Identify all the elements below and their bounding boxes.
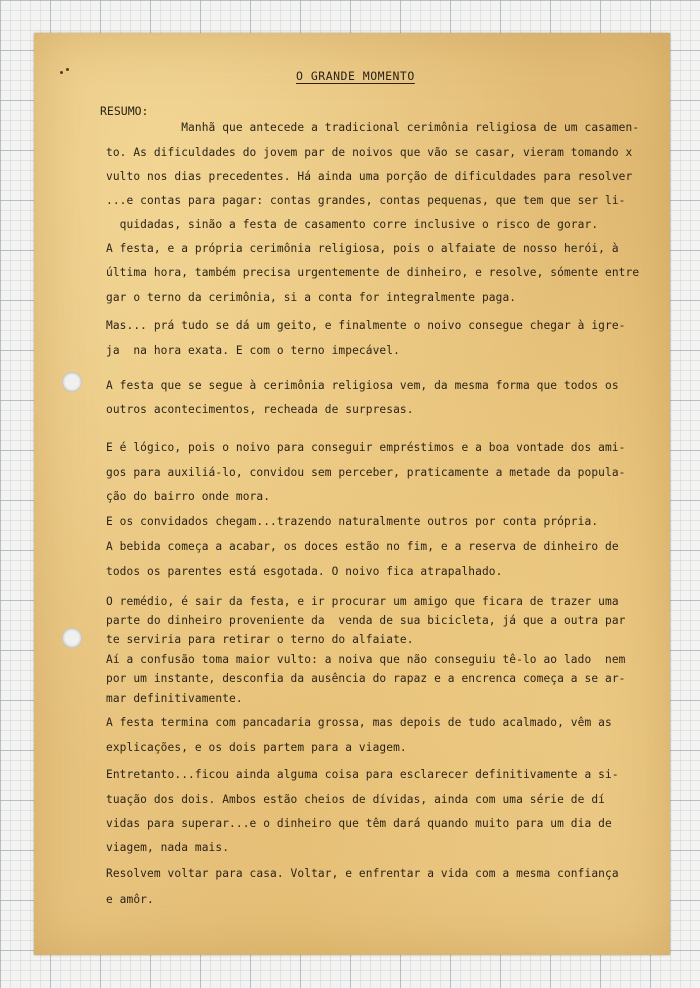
text-line: ja na hora exata. E com o terno impecável. (106, 344, 400, 357)
text-line: vidas para superar...e o dinheiro que têm dará quando muito para um dia de (106, 817, 612, 830)
text-line: gar o terno da cerimônia, si a conta for integralmente paga. (106, 291, 517, 304)
typewritten-page (34, 33, 670, 955)
text-line: te serviria para retirar o terno do alfaiate. (106, 633, 414, 646)
text-line: A festa que se segue à cerimônia religiosa vem, da mesma forma que todos os (106, 379, 619, 392)
text-line: Resolvem voltar para casa. Voltar, e enfrentar a vida com a mesma confiança (106, 867, 619, 880)
text-line: Manhã que antecede a tradicional cerimônia religiosa de um casamen- (106, 121, 640, 134)
text-line: A festa, e a própria cerimônia religiosa, pois o alfaiate de nosso herói, à (106, 242, 619, 255)
text-line: Mas... prá tudo se dá um geito, e finalmente o noivo consegue chegar à igre- (106, 319, 626, 332)
text-line: ...e contas para pagar: contas grandes, contas pequenas, que tem que ser li- (106, 194, 626, 207)
document-title: O GRANDE MOMENTO (296, 69, 415, 83)
text-line: e amôr. (106, 893, 154, 906)
punch-hole (62, 628, 82, 648)
pin-mark (66, 68, 69, 71)
section-heading: RESUMO: (100, 104, 149, 118)
text-line: parte do dinheiro proveniente da venda de sua bicicleta, já que a outra par (106, 614, 626, 627)
text-line: Entretanto...ficou ainda alguma coisa para esclarecer definitivamente a si- (106, 768, 619, 781)
text-line: E é lógico, pois o noivo para conseguir empréstimos e a boa vontade dos ami- (106, 441, 626, 454)
pin-mark (60, 71, 63, 74)
text-line: quidadas, sinão a festa de casamento corre inclusive o risco de gorar. (106, 218, 599, 231)
text-line: última hora, também precisa urgentemente de dinheiro, e resolve, sómente entre (106, 266, 640, 279)
text-line: tuação dos dois. Ambos estão cheios de dívidas, ainda com uma série de dí (106, 793, 605, 806)
text-line: E os convidados chegam...trazendo naturalmente outros por conta própria. (106, 515, 599, 528)
text-line: explicações, e os dois partem para a viagem. (106, 741, 407, 754)
text-line: viagem, nada mais. (106, 841, 230, 854)
text-line: ção do bairro onde mora. (106, 490, 271, 503)
text-line: Aí a confusão toma maior vulto: a noiva que não conseguiu tê-lo ao lado nem (106, 653, 626, 666)
text-line: A bebida começa a acabar, os doces estão no fim, e a reserva de dinheiro de (106, 540, 619, 553)
text-line: mar definitivamente. (106, 692, 243, 705)
text-line: O remédio, é sair da festa, e ir procurar um amigo que ficara de trazer uma (106, 595, 619, 608)
punch-hole (62, 372, 82, 392)
text-line: outros acontecimentos, recheada de surpresas. (106, 403, 414, 416)
text-line: to. As dificuldades do jovem par de noivos que vão se casar, vieram tomando x (106, 146, 633, 159)
text-line: gos para auxiliá-lo, convidou sem perceber, praticamente a metade da popula- (106, 466, 626, 479)
text-line: todos os parentes está esgotada. O noivo fica atrapalhado. (106, 565, 503, 578)
text-line: vulto nos dias precedentes. Há ainda uma porção de dificuldades para resolver (106, 170, 633, 183)
text-line: A festa termina com pancadaria grossa, mas depois de tudo acalmado, vêm as (106, 716, 612, 729)
text-line: por um instante, desconfia da ausência do rapaz e a encrenca começa a se ar- (106, 672, 626, 685)
